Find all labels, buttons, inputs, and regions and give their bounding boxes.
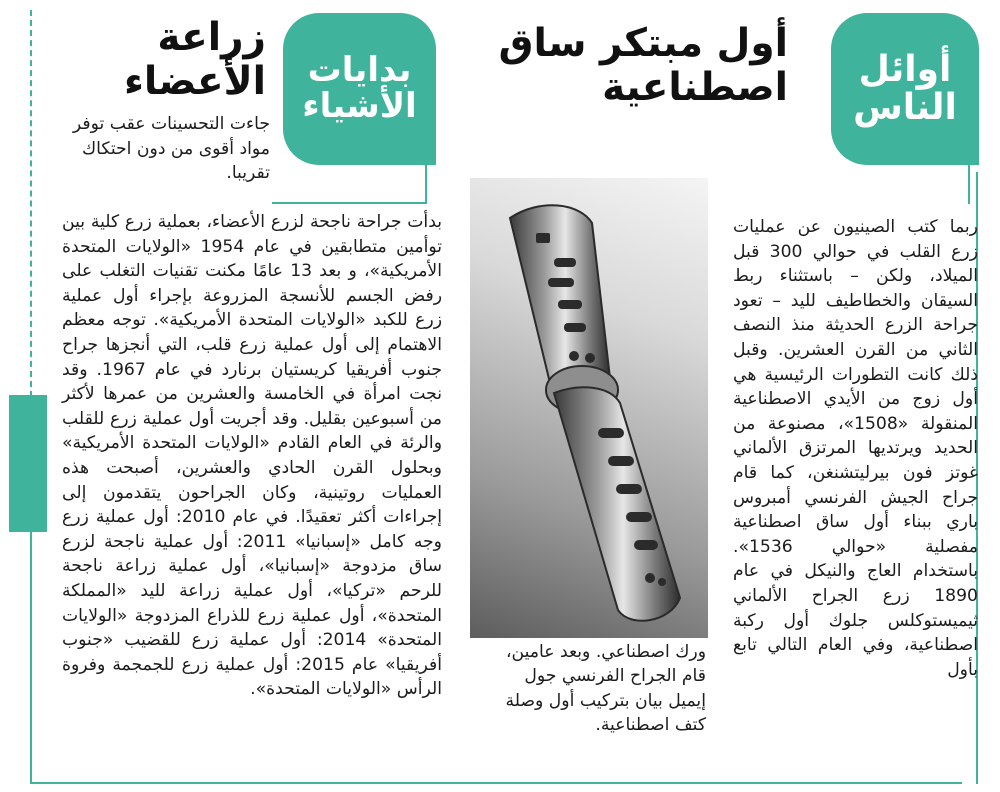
badge-line-1: أوائل [858, 49, 952, 91]
headline-organ-transplant: زراعة الأعضاء [123, 15, 266, 104]
article-right-column: ربما كتب الصينيون عن عمليات زرع القلب في حوالي 300 قبل الميلاد، ولكن – باستثناء ربط السيقان والخطاطيف لليد – تعود جراحة الزرع الحديثة منذ النصف الثاني من القرن العشرين. وقبل ذلك كانت التطورات الرئيسية هي أول زوج من الأيدي الاصطناعية المنقولة «1508»، مصنوعة من الحديد ويرتديها المرتزق الألماني غوتز فون بيرليتشنغن، كما قام جراح الجيش الفرنسي أمبروس باري ببناء أول ساق اصطناعية مفصلية «حوالي 1536». باستخدام العاج والنيكل في عام 1890 زرع الجراح الألماني ثيميستوكلس جلوك أول ركبة اصطناعية، وفي العام التالي تابع بأول [733, 217, 978, 680]
article-left-main: بدأت جراحة ناجحة لزرع الأعضاء، بعملية زرع كلية بين توأمين متطابقين في عام 1954 «الولايات المتحدة الأمريكية»، و بعد 13 عامًا مكنت تقنيات التغلب على رفض الجسم للأنسجة المزروعة بإجراء أول عملية زرع للكبد «الولايات المتحدة الأمريكية». توجه معظم الاهتمام إلى أول عملية زرع قلب، التي أنجزها جراح جنوب أفريقيا كريستيان برنارد في عام 1967. وقد نجت امرأة في الخامسة والعشرين من عمرها لأكثر من أسبوعين بقليل. وقد أجريت أول عملية زرع للقلب والرئة في العام القادم «الولايات المتحدة الأمريكية» وبحلول القرن الحادي والعشرين، أصبحت هذه العمليات روتينية، وكان الجراحون يتقدمون إلى إجراءات أكثر تعقيدًا. في عام 2010: أول عملية زرع وجه كامل «إسبانيا» 2011: أول عملية ناجحة لزرع ساق مزدوجة «إسبانيا»، أول عملية زراعة ناجحة للرحم «تركيا»، أول عملية زراعة لليد «المملكة المتحدة»، أول عملية زرع للذراع المزدوجة «الولايات المتحدة» 2014: أول عملية زرع للقضيب «جنوب أفريقيا» عام 2015: أول عملية زرع للجمجمة وفروة الرأس «الولايات المتحدة». [62, 212, 443, 700]
headline-first-prosthetic-leg: أول مبتكر ساق اصطناعية [498, 21, 788, 110]
prosthetic-arm-photo [470, 178, 708, 638]
prosthetic-arm-illustration [470, 178, 708, 638]
left-accent-bar [9, 395, 47, 532]
badge-line-2: الناس [853, 87, 957, 128]
beginnings-underline [272, 202, 427, 204]
section-badge-firsts [831, 13, 979, 165]
section-badge-beginnings [283, 13, 436, 165]
badge-line-2: الأشياء [302, 86, 417, 126]
firsts-connector [968, 164, 970, 204]
photo-caption: ورك اصطناعي. وبعد عامين، قام الجراح الفرنسي جول إيميل بيان بتركيب أول وصلة كتف اصطناعية. [505, 642, 706, 736]
beginnings-connector [425, 164, 427, 204]
bottom-rule [30, 782, 962, 784]
article-left-intro: جاءت التحسينات عقب توفر مواد أقوى من دون احتكاك تقريبا. [72, 114, 270, 184]
badge-line-1: بدايات [307, 50, 412, 91]
